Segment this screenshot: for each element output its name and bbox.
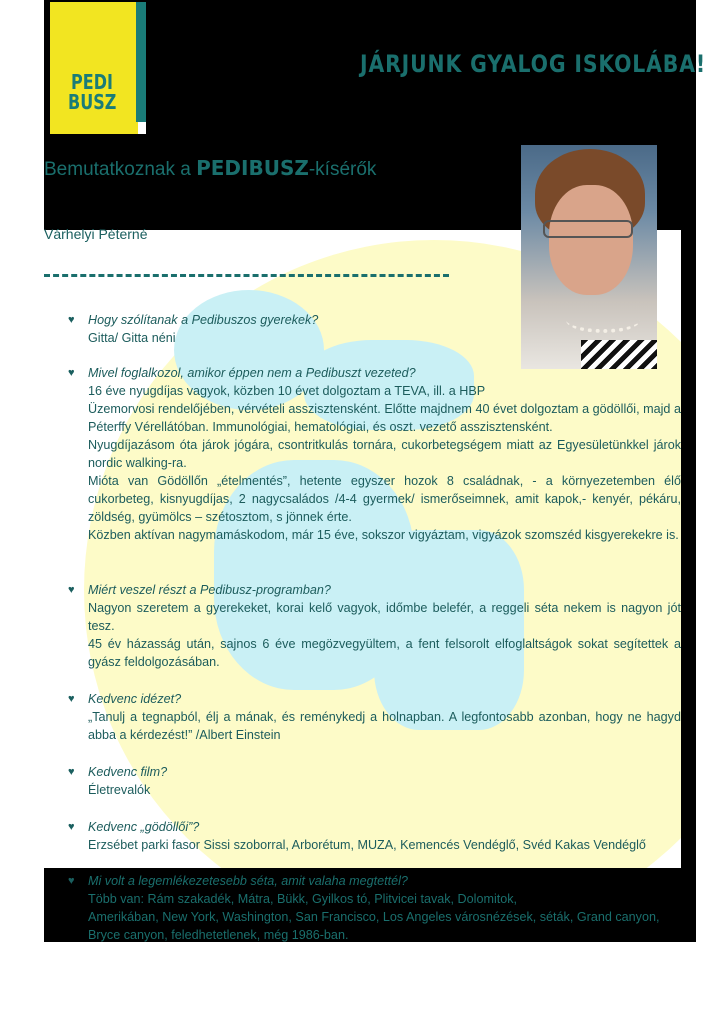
question: ♥ Hogy szólítanak a Pedibuszos gyerekek? (68, 311, 681, 329)
question: ♥ Kedvenc film? (68, 763, 681, 781)
dashed-divider (44, 274, 449, 277)
pedibusz-logo (50, 2, 146, 134)
slogan: JÁRJUNK GYALOG ISKOLÁBA! (360, 50, 706, 78)
question: ♥ Kedvenc idézet? (68, 690, 681, 708)
answer: 45 év házasság után, sajnos 6 éve megözvegyültem, a fent felsorolt elfoglaltságok sokat segítettek a gyász feldolgozásában. (88, 637, 681, 669)
qa-item (68, 872, 693, 944)
answer: Nagyon szeretem a gyerekeket, korai kelő vagyok, időmbe belefér, a reggeli séta nekem is nagyon jót tesz. (88, 601, 681, 633)
page-title (44, 156, 376, 181)
answer: Mióta van Gödöllőn „ételmentés”, hetente egyszer hozok 8 családnak, - a környezetemben élő cukorbeteg, kisnyugdíjas, 2 nagycsaládos /4-4 gyermek/ ismerőseimnek, amit kapok,- kenyér, pékáru, zöldség, gyümölcs – szétosztom, s jönnek érte. (88, 474, 681, 524)
answer: Erzsébet parki fasor Sissi szoborral, Arborétum, MUZA, Kemencés Vendéglő, Svéd Kakas Vendéglő (88, 838, 646, 852)
question: ♥ Mivel foglalkozol, amikor éppen nem a Pedibuszt vezeted? (68, 364, 681, 382)
title-suffix: -kísérők (308, 159, 377, 180)
question: ♥ Miért veszel részt a Pedibusz-programban? (68, 581, 681, 599)
answer: Közben aktívan nagymamáskodom, már 15 éve, sokszor vigyáztam, vigyázok szomszéd kisgyerekekre is. (88, 528, 679, 542)
answer: Életrevalók (88, 783, 151, 797)
qa-item (68, 818, 681, 854)
title-brand: PEDIBUSZ (196, 156, 309, 180)
question: ♥ Mi volt a legemlékezetesebb séta, amit valaha megtettél? (68, 872, 693, 890)
logo-text-1: PEDI (71, 70, 113, 94)
qa-item (68, 763, 681, 799)
answer: Gitta/ Gitta néni (88, 331, 176, 345)
answer: 16 éve nyugdíjas vagyok, közben 10 évet dolgoztam a TEVA, ill. a HBP (88, 384, 486, 398)
answer: Több van: Rám szakadék, Mátra, Bükk, Gyilkos tó, Plitvicei tavak, Dolomitok, (88, 892, 518, 906)
qa-item (68, 690, 681, 744)
answer: Üzemorvosi rendelőjében, vérvételi asszisztensként. Előtte majdnem 40 évet dolgoztam a gödöllői, majd a Péterffy Vérellátóban. Immunológiai, hematológiai, és oszt. vezető asszisztensként. (88, 402, 681, 434)
qa-item (68, 581, 681, 671)
qa-item (68, 364, 681, 544)
title-prefix: Bemutatkoznak a (44, 159, 197, 180)
question: ♥ Kedvenc „gödöllői”? (68, 818, 681, 836)
answer: „Tanulj a tegnapból, élj a mának, és reménykedj a holnapban. A legfontosabb azonban, hogy ne hagyd abba a kérdezést!” /Albert Einstein (88, 710, 681, 742)
logo-text-2: BUSZ (68, 90, 117, 114)
answer: Nyugdíjazásom óta járok jógára, csontritkulás tornára, cukorbetegségem miatt az Egyesületünkkel járok nordic walking-ra. (88, 438, 681, 470)
portrait-photo (521, 145, 657, 369)
answer: Amerikában, New York, Washington, San Francisco, Los Angeles városnézések, séták, Grand canyon, Bryce canyon, feledhetetlenek, még 1986-ban. (88, 910, 660, 942)
person-name: Várhelyi Péterné (44, 226, 148, 242)
